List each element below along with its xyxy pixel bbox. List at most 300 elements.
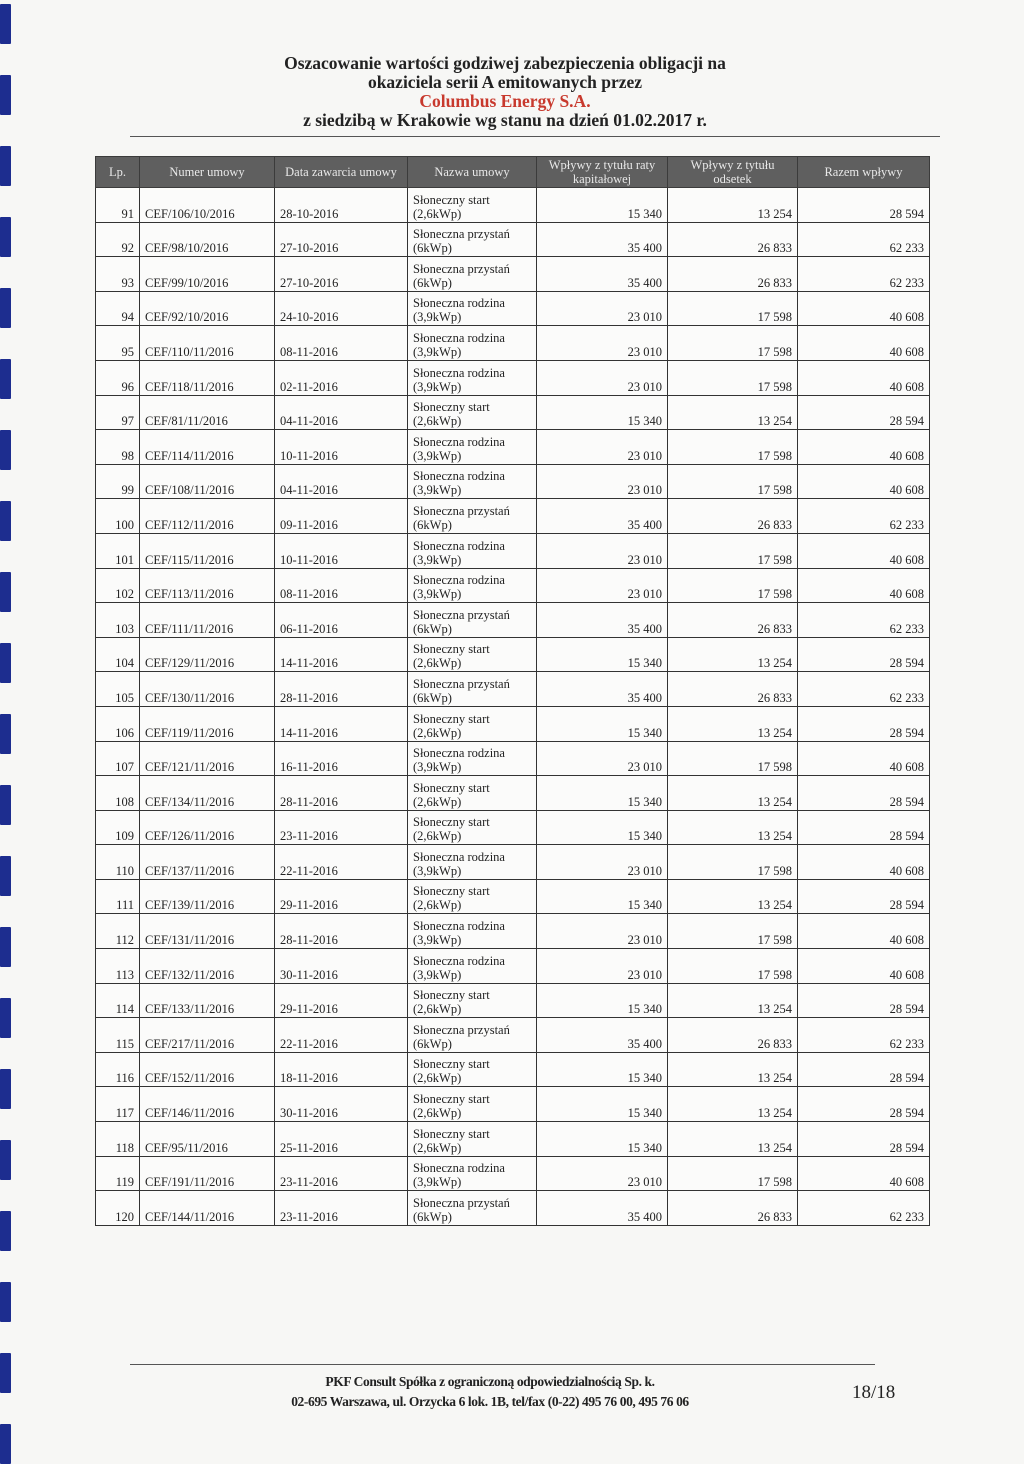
- cell-data: 28-11-2016: [275, 914, 408, 949]
- contract-name-line: Słoneczny start: [413, 780, 490, 795]
- contract-name-line: Słoneczny start: [413, 1092, 490, 1107]
- contract-name-line: Słoneczna przystań: [413, 676, 510, 691]
- contract-power-line: (3,9kWp): [413, 587, 462, 602]
- cell-lp: 103: [96, 603, 140, 638]
- cell-razem: 28 594: [798, 1122, 930, 1157]
- cell-kapital: 15 340: [537, 1087, 668, 1122]
- contract-power-line: (3,9kWp): [413, 760, 462, 775]
- contracts-table: [95, 156, 930, 1226]
- title-line-1: Oszacowanie wartości godziwej zabezpieczenia obligacji na: [284, 53, 726, 73]
- cell-nazwa: [408, 1156, 537, 1191]
- contract-name-line: Słoneczny start: [413, 988, 490, 1003]
- col-header-razem: Razem wpływy: [798, 157, 930, 188]
- cell-data: 30-11-2016: [275, 1087, 408, 1122]
- col-header-lp: Lp.: [96, 157, 140, 188]
- table-row: [96, 430, 930, 465]
- contract-name-line: Słoneczna rodzina: [413, 296, 505, 311]
- cell-odsetki: 17 598: [668, 464, 798, 499]
- binding-mark: [0, 146, 11, 186]
- contract-power-line: (6kWp): [413, 1036, 452, 1051]
- contract-name-line: Słoneczna rodzina: [413, 330, 505, 345]
- table-row: [96, 1087, 930, 1122]
- cell-kapital: 15 340: [537, 1122, 668, 1157]
- contract-power-line: (3,9kWp): [413, 1175, 462, 1190]
- contract-power-line: (3,9kWp): [413, 344, 462, 359]
- binding-mark: [0, 1424, 11, 1464]
- cell-razem: 40 608: [798, 464, 930, 499]
- cell-lp: 112: [96, 914, 140, 949]
- contract-name-line: Słoneczny start: [413, 815, 490, 830]
- cell-nazwa: [408, 706, 537, 741]
- contract-power-line: (3,9kWp): [413, 933, 462, 948]
- contract-power-line: (2,6kWp): [413, 829, 462, 844]
- cell-odsetki: 26 833: [668, 1191, 798, 1226]
- cell-razem: 40 608: [798, 533, 930, 568]
- table-row: [96, 222, 930, 257]
- cell-data: 29-11-2016: [275, 879, 408, 914]
- cell-razem: 28 594: [798, 1087, 930, 1122]
- cell-numer: CEF/81/11/2016: [140, 395, 275, 430]
- cell-razem: 40 608: [798, 291, 930, 326]
- cell-data: 14-11-2016: [275, 706, 408, 741]
- cell-odsetki: 17 598: [668, 326, 798, 361]
- table-row: [96, 776, 930, 811]
- binding-mark: [0, 714, 11, 754]
- cell-razem: 40 608: [798, 741, 930, 776]
- binding-mark: [0, 501, 11, 541]
- cell-kapital: 23 010: [537, 949, 668, 984]
- cell-numer: CEF/137/11/2016: [140, 845, 275, 880]
- col-header-data: Data zawarcia umowy: [275, 157, 408, 188]
- cell-kapital: 15 340: [537, 706, 668, 741]
- cell-kapital: 23 010: [537, 741, 668, 776]
- contract-name-line: Słoneczna rodzina: [413, 365, 505, 380]
- contract-power-line: (2,6kWp): [413, 1106, 462, 1121]
- cell-numer: CEF/113/11/2016: [140, 568, 275, 603]
- contract-power-line: (6kWp): [413, 241, 452, 256]
- cell-razem: 40 608: [798, 949, 930, 984]
- title-line-4: z siedzibą w Krakowie wg stanu na dzień 01.02.2017 r.: [303, 110, 707, 130]
- cell-numer: CEF/126/11/2016: [140, 810, 275, 845]
- cell-lp: 114: [96, 983, 140, 1018]
- cell-nazwa: [408, 672, 537, 707]
- cell-odsetki: 13 254: [668, 1052, 798, 1087]
- contract-name-line: Słoneczna przystań: [413, 1022, 510, 1037]
- page-number: 18/18: [852, 1382, 896, 1403]
- cell-razem: 62 233: [798, 603, 930, 638]
- contract-name-line: Słoneczny start: [413, 711, 490, 726]
- cell-lp: 110: [96, 845, 140, 880]
- table-row: [96, 291, 930, 326]
- cell-nazwa: [408, 360, 537, 395]
- cell-lp: 100: [96, 499, 140, 534]
- table-row: [96, 1052, 930, 1087]
- cell-lp: 99: [96, 464, 140, 499]
- cell-nazwa: [408, 845, 537, 880]
- cell-razem: 40 608: [798, 430, 930, 465]
- contract-name-line: Słoneczna rodzina: [413, 573, 505, 588]
- cell-lp: 92: [96, 222, 140, 257]
- cell-nazwa: [408, 1122, 537, 1157]
- cell-nazwa: [408, 810, 537, 845]
- contract-name-line: Słoneczna przystań: [413, 1195, 510, 1210]
- contract-name-line: Słoneczna przystań: [413, 227, 510, 242]
- cell-data: 22-11-2016: [275, 845, 408, 880]
- table-row: [96, 533, 930, 568]
- cell-kapital: 15 340: [537, 395, 668, 430]
- contract-power-line: (6kWp): [413, 690, 452, 705]
- cell-numer: CEF/110/11/2016: [140, 326, 275, 361]
- title-divider: [130, 136, 940, 137]
- cell-kapital: 35 400: [537, 499, 668, 534]
- contract-name-line: Słoneczna rodzina: [413, 434, 505, 449]
- cell-kapital: 15 340: [537, 983, 668, 1018]
- binding-mark: [0, 572, 11, 612]
- cell-lp: 115: [96, 1018, 140, 1053]
- binding-mark: [0, 4, 11, 44]
- contract-power-line: (6kWp): [413, 621, 452, 636]
- title-line-2: okaziciela serii A emitowanych przez: [367, 72, 643, 92]
- cell-odsetki: 17 598: [668, 949, 798, 984]
- cell-lp: 117: [96, 1087, 140, 1122]
- cell-odsetki: 17 598: [668, 533, 798, 568]
- cell-numer: CEF/114/11/2016: [140, 430, 275, 465]
- contract-name-line: Słoneczna rodzina: [413, 1161, 505, 1176]
- cell-odsetki: 13 254: [668, 983, 798, 1018]
- cell-nazwa: [408, 983, 537, 1018]
- cell-odsetki: 13 254: [668, 706, 798, 741]
- cell-numer: CEF/217/11/2016: [140, 1018, 275, 1053]
- binding-mark: [0, 927, 11, 967]
- cell-kapital: 35 400: [537, 222, 668, 257]
- cell-razem: 28 594: [798, 1052, 930, 1087]
- cell-odsetki: 13 254: [668, 637, 798, 672]
- cell-lp: 98: [96, 430, 140, 465]
- cell-numer: CEF/111/11/2016: [140, 603, 275, 638]
- contract-power-line: (2,6kWp): [413, 1002, 462, 1017]
- col-header-numer: Numer umowy: [140, 157, 275, 188]
- table-row: [96, 845, 930, 880]
- table-row: [96, 188, 930, 223]
- cell-numer: CEF/191/11/2016: [140, 1156, 275, 1191]
- binding-mark: [0, 430, 11, 470]
- company-name: Columbus Energy S.A.: [419, 91, 591, 111]
- cell-lp: 105: [96, 672, 140, 707]
- cell-data: 06-11-2016: [275, 603, 408, 638]
- cell-data: 18-11-2016: [275, 1052, 408, 1087]
- contract-power-line: (2,6kWp): [413, 898, 462, 913]
- col-header-kapital: Wpływy z tytułu raty kapitałowej: [537, 157, 668, 188]
- cell-nazwa: [408, 257, 537, 292]
- binding-mark: [0, 1282, 11, 1322]
- binding-mark: [0, 856, 11, 896]
- table-row: [96, 603, 930, 638]
- table-row: [96, 326, 930, 361]
- cell-numer: CEF/92/10/2016: [140, 291, 275, 326]
- cell-kapital: 23 010: [537, 1156, 668, 1191]
- cell-nazwa: [408, 776, 537, 811]
- contract-power-line: (6kWp): [413, 275, 452, 290]
- cell-odsetki: 13 254: [668, 1122, 798, 1157]
- table-row: [96, 983, 930, 1018]
- cell-kapital: 15 340: [537, 810, 668, 845]
- cell-numer: CEF/112/11/2016: [140, 499, 275, 534]
- cell-data: 08-11-2016: [275, 326, 408, 361]
- cell-razem: 40 608: [798, 1156, 930, 1191]
- cell-nazwa: [408, 914, 537, 949]
- binding-marks: [0, 0, 18, 1461]
- cell-kapital: 35 400: [537, 1191, 668, 1226]
- contract-name-line: Słoneczna rodzina: [413, 919, 505, 934]
- cell-odsetki: 17 598: [668, 360, 798, 395]
- cell-data: 27-10-2016: [275, 257, 408, 292]
- table-row: [96, 395, 930, 430]
- cell-odsetki: 13 254: [668, 188, 798, 223]
- cell-numer: CEF/99/10/2016: [140, 257, 275, 292]
- cell-lp: 120: [96, 1191, 140, 1226]
- contract-name-line: Słoneczny start: [413, 642, 490, 657]
- cell-odsetki: 13 254: [668, 810, 798, 845]
- cell-numer: CEF/95/11/2016: [140, 1122, 275, 1157]
- contract-name-line: Słoneczna rodzina: [413, 849, 505, 864]
- contract-power-line: (3,9kWp): [413, 863, 462, 878]
- cell-nazwa: [408, 949, 537, 984]
- cell-odsetki: 17 598: [668, 568, 798, 603]
- cell-numer: CEF/108/11/2016: [140, 464, 275, 499]
- binding-mark: [0, 1069, 11, 1109]
- cell-nazwa: [408, 464, 537, 499]
- cell-razem: 28 594: [798, 983, 930, 1018]
- cell-odsetki: 13 254: [668, 776, 798, 811]
- cell-razem: 28 594: [798, 879, 930, 914]
- cell-data: 04-11-2016: [275, 464, 408, 499]
- table-row: [96, 1122, 930, 1157]
- table-row: [96, 879, 930, 914]
- binding-mark: [0, 217, 11, 257]
- cell-data: 14-11-2016: [275, 637, 408, 672]
- table-row: [96, 1191, 930, 1226]
- cell-data: 30-11-2016: [275, 949, 408, 984]
- table-row: [96, 257, 930, 292]
- cell-data: 24-10-2016: [275, 291, 408, 326]
- cell-odsetki: 26 833: [668, 499, 798, 534]
- cell-numer: CEF/131/11/2016: [140, 914, 275, 949]
- cell-nazwa: [408, 326, 537, 361]
- cell-odsetki: 26 833: [668, 603, 798, 638]
- binding-mark: [0, 359, 11, 399]
- contract-power-line: (3,9kWp): [413, 310, 462, 325]
- contract-name-line: Słoneczna rodzina: [413, 469, 505, 484]
- cell-razem: 28 594: [798, 776, 930, 811]
- cell-odsetki: 26 833: [668, 222, 798, 257]
- cell-kapital: 35 400: [537, 257, 668, 292]
- cell-nazwa: [408, 533, 537, 568]
- binding-mark: [0, 1211, 11, 1251]
- cell-kapital: 23 010: [537, 568, 668, 603]
- cell-razem: 62 233: [798, 1191, 930, 1226]
- contract-name-line: Słoneczny start: [413, 192, 490, 207]
- table-row: [96, 1156, 930, 1191]
- cell-nazwa: [408, 1018, 537, 1053]
- contract-power-line: (6kWp): [413, 517, 452, 532]
- cell-kapital: 15 340: [537, 637, 668, 672]
- document-title: [180, 54, 830, 130]
- table-row: [96, 706, 930, 741]
- cell-numer: CEF/132/11/2016: [140, 949, 275, 984]
- cell-kapital: 23 010: [537, 430, 668, 465]
- cell-kapital: 35 400: [537, 603, 668, 638]
- contract-power-line: (3,9kWp): [413, 448, 462, 463]
- binding-mark: [0, 75, 11, 115]
- cell-lp: 102: [96, 568, 140, 603]
- cell-numer: CEF/106/10/2016: [140, 188, 275, 223]
- cell-lp: 111: [96, 879, 140, 914]
- cell-numer: CEF/118/11/2016: [140, 360, 275, 395]
- cell-numer: CEF/146/11/2016: [140, 1087, 275, 1122]
- cell-nazwa: [408, 637, 537, 672]
- cell-razem: 28 594: [798, 706, 930, 741]
- cell-nazwa: [408, 879, 537, 914]
- cell-numer: CEF/152/11/2016: [140, 1052, 275, 1087]
- cell-lp: 106: [96, 706, 140, 741]
- contract-name-line: Słoneczna rodzina: [413, 538, 505, 553]
- cell-numer: CEF/144/11/2016: [140, 1191, 275, 1226]
- cell-odsetki: 26 833: [668, 672, 798, 707]
- cell-lp: 118: [96, 1122, 140, 1157]
- cell-razem: 28 594: [798, 810, 930, 845]
- cell-nazwa: [408, 188, 537, 223]
- cell-razem: 40 608: [798, 845, 930, 880]
- cell-razem: 28 594: [798, 395, 930, 430]
- footer: [230, 1372, 750, 1412]
- contract-power-line: (2,6kWp): [413, 1071, 462, 1086]
- cell-lp: 97: [96, 395, 140, 430]
- cell-odsetki: 17 598: [668, 741, 798, 776]
- cell-odsetki: 17 598: [668, 1156, 798, 1191]
- cell-lp: 101: [96, 533, 140, 568]
- cell-kapital: 23 010: [537, 533, 668, 568]
- cell-data: 22-11-2016: [275, 1018, 408, 1053]
- cell-nazwa: [408, 1191, 537, 1226]
- cell-data: 28-11-2016: [275, 776, 408, 811]
- contract-name-line: Słoneczny start: [413, 1126, 490, 1141]
- cell-kapital: 23 010: [537, 326, 668, 361]
- contract-name-line: Słoneczna rodzina: [413, 746, 505, 761]
- cell-numer: CEF/115/11/2016: [140, 533, 275, 568]
- cell-nazwa: [408, 291, 537, 326]
- cell-odsetki: 13 254: [668, 395, 798, 430]
- cell-nazwa: [408, 430, 537, 465]
- contract-power-line: (2,6kWp): [413, 725, 462, 740]
- cell-kapital: 23 010: [537, 914, 668, 949]
- cell-data: 09-11-2016: [275, 499, 408, 534]
- table-row: [96, 637, 930, 672]
- cell-data: 04-11-2016: [275, 395, 408, 430]
- cell-lp: 107: [96, 741, 140, 776]
- cell-razem: 28 594: [798, 637, 930, 672]
- contract-name-line: Słoneczny start: [413, 1057, 490, 1072]
- binding-mark: [0, 785, 11, 825]
- table-row: [96, 360, 930, 395]
- contract-name-line: Słoneczny start: [413, 400, 490, 415]
- contract-name-line: Słoneczna rodzina: [413, 953, 505, 968]
- table-row: [96, 1018, 930, 1053]
- contract-name-line: Słoneczna przystań: [413, 503, 510, 518]
- contract-power-line: (2,6kWp): [413, 1140, 462, 1155]
- contract-power-line: (3,9kWp): [413, 967, 462, 982]
- cell-data: 25-11-2016: [275, 1122, 408, 1157]
- table-header-row: [96, 157, 930, 188]
- contract-name-line: Słoneczna przystań: [413, 607, 510, 622]
- cell-odsetki: 17 598: [668, 430, 798, 465]
- cell-nazwa: [408, 1052, 537, 1087]
- binding-mark: [0, 1353, 11, 1393]
- contract-power-line: (3,9kWp): [413, 483, 462, 498]
- cell-numer: CEF/133/11/2016: [140, 983, 275, 1018]
- binding-mark: [0, 643, 11, 683]
- cell-razem: 28 594: [798, 188, 930, 223]
- cell-kapital: 23 010: [537, 845, 668, 880]
- cell-data: 10-11-2016: [275, 430, 408, 465]
- cell-data: 23-11-2016: [275, 1156, 408, 1191]
- cell-kapital: 15 340: [537, 188, 668, 223]
- contract-power-line: (2,6kWp): [413, 794, 462, 809]
- cell-lp: 113: [96, 949, 140, 984]
- cell-nazwa: [408, 222, 537, 257]
- binding-mark: [0, 288, 11, 328]
- cell-numer: CEF/134/11/2016: [140, 776, 275, 811]
- table-row: [96, 914, 930, 949]
- cell-lp: 95: [96, 326, 140, 361]
- cell-kapital: 15 340: [537, 879, 668, 914]
- cell-razem: 40 608: [798, 360, 930, 395]
- footer-company: PKF Consult Spółka z ograniczoną odpowiedzialnością Sp. k.: [325, 1374, 655, 1389]
- contract-power-line: (2,6kWp): [413, 206, 462, 221]
- footer-address: 02-695 Warszawa, ul. Orzycka 6 lok. 1B, tel/fax (0-22) 495 76 00, 495 76 06: [291, 1394, 689, 1409]
- cell-numer: CEF/121/11/2016: [140, 741, 275, 776]
- cell-kapital: 15 340: [537, 776, 668, 811]
- cell-numer: CEF/129/11/2016: [140, 637, 275, 672]
- table-row: [96, 741, 930, 776]
- cell-lp: 96: [96, 360, 140, 395]
- cell-data: 29-11-2016: [275, 983, 408, 1018]
- cell-lp: 104: [96, 637, 140, 672]
- cell-lp: 109: [96, 810, 140, 845]
- cell-lp: 91: [96, 188, 140, 223]
- cell-lp: 93: [96, 257, 140, 292]
- table-row: [96, 949, 930, 984]
- cell-kapital: 23 010: [537, 360, 668, 395]
- contract-power-line: (2,6kWp): [413, 656, 462, 671]
- cell-data: 10-11-2016: [275, 533, 408, 568]
- contract-power-line: (3,9kWp): [413, 379, 462, 394]
- contract-power-line: (2,6kWp): [413, 414, 462, 429]
- cell-odsetki: 13 254: [668, 879, 798, 914]
- cell-data: 28-11-2016: [275, 672, 408, 707]
- binding-mark: [0, 1140, 11, 1180]
- table-row: [96, 499, 930, 534]
- cell-razem: 40 608: [798, 568, 930, 603]
- cell-numer: CEF/139/11/2016: [140, 879, 275, 914]
- cell-lp: 119: [96, 1156, 140, 1191]
- col-header-nazwa: Nazwa umowy: [408, 157, 537, 188]
- table-row: [96, 568, 930, 603]
- cell-odsetki: 13 254: [668, 1087, 798, 1122]
- cell-odsetki: 17 598: [668, 845, 798, 880]
- cell-data: 27-10-2016: [275, 222, 408, 257]
- cell-data: 23-11-2016: [275, 810, 408, 845]
- cell-numer: CEF/98/10/2016: [140, 222, 275, 257]
